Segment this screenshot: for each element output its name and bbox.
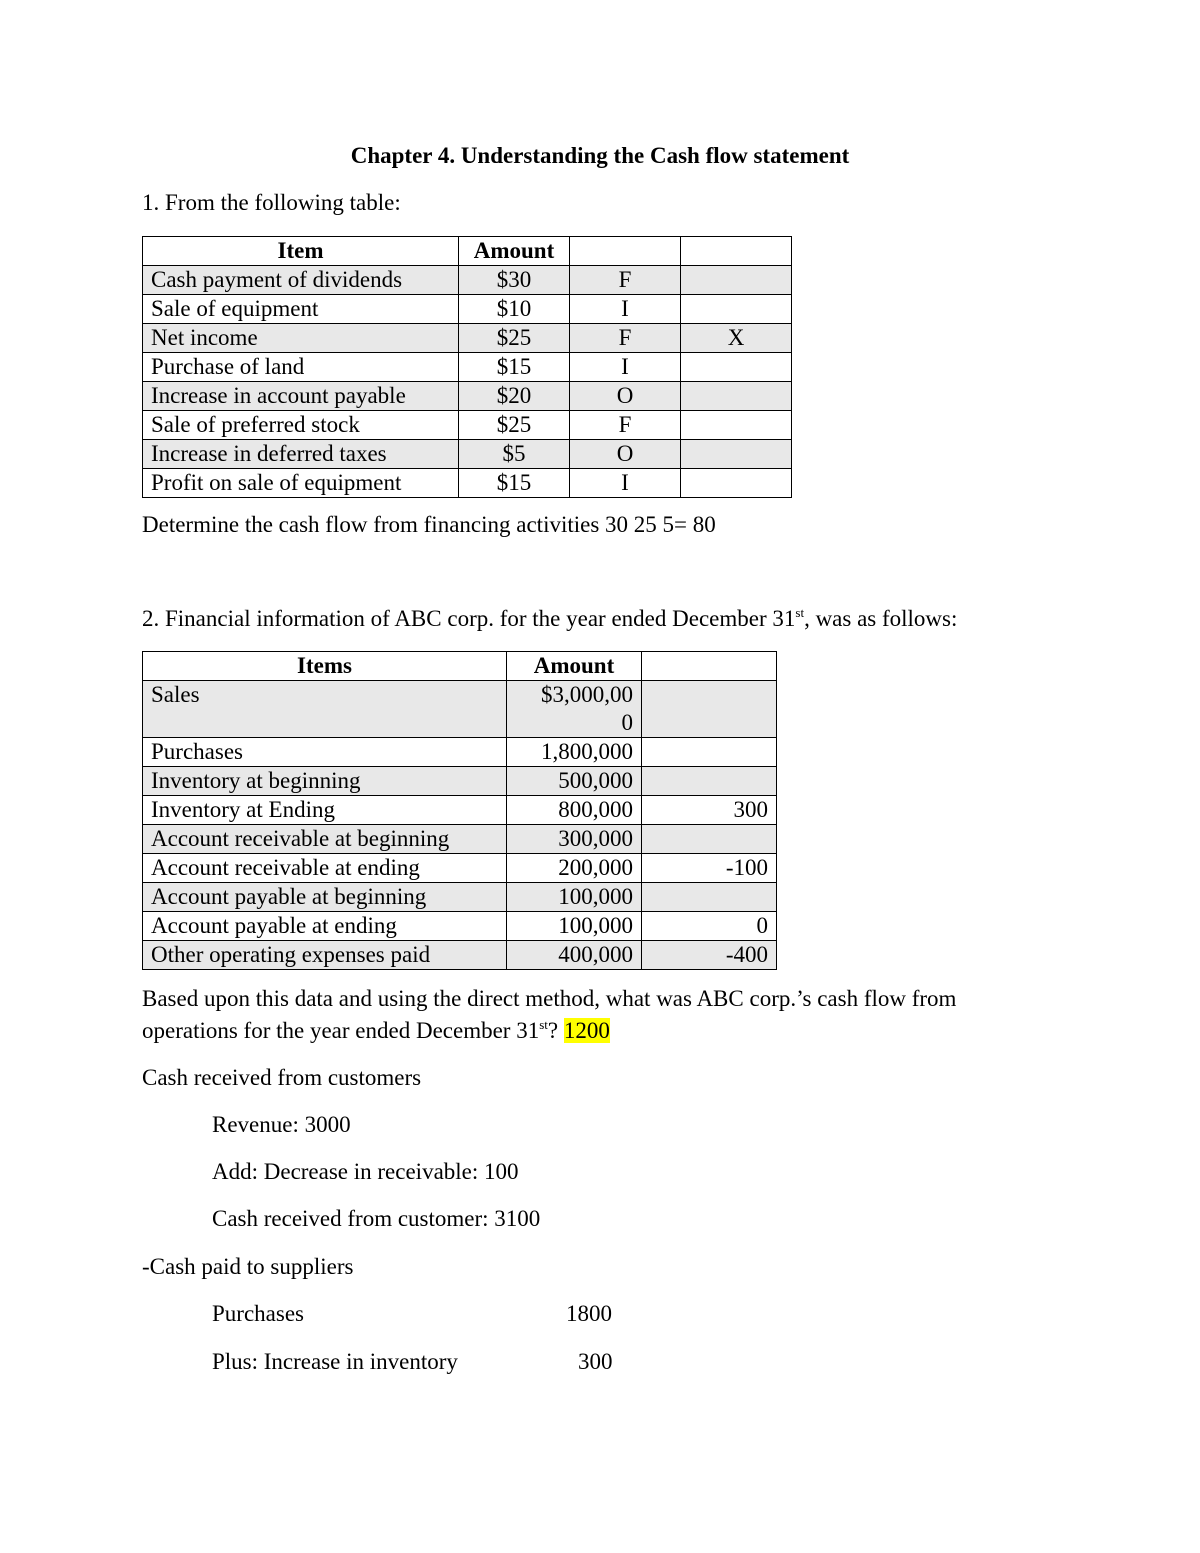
cell-item: Cash payment of dividends [143,266,459,295]
cell-amount: $10 [459,295,570,324]
column-header-notes [642,652,777,681]
table-row [143,440,792,469]
table-row [143,681,777,738]
cell-item: Account payable at ending [143,912,507,941]
cell-amount: $20 [459,382,570,411]
table-row [143,295,792,324]
cell-classification: I [570,353,681,382]
question-1-answer: Determine the cash flow from financing activities 30 25 5= 80 [142,512,716,537]
highlighted-answer: 1200 [563,1018,610,1043]
cell-classification: O [570,382,681,411]
question-2-text-line-1: Based upon this data and using the direct method, what was ABC corp.’s cash flow from [142,986,957,1011]
cell-note: -400 [642,941,777,970]
cell-item: Profit on sale of equipment [143,469,459,498]
cell-item: Account payable at beginning [143,883,507,912]
table-row [143,883,777,912]
column-header-amount: Amount [459,237,570,266]
cell-note: 0 [642,912,777,941]
table-row [143,411,792,440]
question-1-prompt: 1. From the following table: [142,190,401,215]
work-inventory-label: Plus: Increase in inventory [212,1349,458,1374]
table-row [143,912,777,941]
cell-item: Sale of preferred stock [143,411,459,440]
table-row [143,767,777,796]
question-2-text-line-2 [142,1018,610,1044]
column-header-classification [570,237,681,266]
cell-item: Increase in account payable [143,382,459,411]
question-text: operations for the year ended December 31 [142,1018,540,1043]
cell-classification: F [570,266,681,295]
cell-amount: 400,000 [507,941,642,970]
cell-amount: $5 [459,440,570,469]
amount-line-1: $3,000,00 [541,682,633,707]
cash-flow-items-table [142,236,792,498]
prompt-text-end: , was as follows: [804,606,958,631]
table-row [143,854,777,883]
cell-amount: $25 [459,411,570,440]
table-row [143,825,777,854]
cell-item: Account receivable at ending [143,854,507,883]
cell-item: Inventory at beginning [143,767,507,796]
cell-amount [507,681,642,738]
cell-amount: 500,000 [507,767,642,796]
cell-amount: 100,000 [507,883,642,912]
cell-amount: 100,000 [507,912,642,941]
cell-mark [681,440,792,469]
work-heading-customers: Cash received from customers [142,1065,422,1090]
cell-mark [681,469,792,498]
question-2-prompt [142,606,957,632]
table-row [143,796,777,825]
cell-note [642,767,777,796]
cell-amount: $15 [459,353,570,382]
cell-mark [681,382,792,411]
cell-amount: 200,000 [507,854,642,883]
cell-classification: O [570,440,681,469]
work-inventory-value: 300 [578,1349,613,1374]
cell-item: Increase in deferred taxes [143,440,459,469]
cell-classification: F [570,411,681,440]
cell-item: Sale of equipment [143,295,459,324]
table-row [143,941,777,970]
question-superscript: st [539,1017,548,1032]
prompt-text: 2. Financial information of ABC corp. for the year ended December 31 [142,606,796,631]
table-row [143,382,792,411]
work-purchases-value: 1800 [566,1301,612,1326]
work-revenue: Revenue: 3000 [212,1112,351,1137]
table-row [143,266,792,295]
cell-item: Sales [143,681,507,738]
table-row [143,324,792,353]
work-purchases-label: Purchases [212,1301,304,1326]
cell-classification: I [570,469,681,498]
work-cash-received: Cash received from customer: 3100 [212,1206,541,1231]
table-row [143,469,792,498]
column-header-item: Item [143,237,459,266]
cell-amount: 1,800,000 [507,738,642,767]
cell-mark [681,353,792,382]
work-heading-suppliers: -Cash paid to suppliers [142,1254,354,1279]
cell-note [642,681,777,738]
column-header-mark [681,237,792,266]
cell-note [642,825,777,854]
table-row [143,738,777,767]
cell-classification: F [570,324,681,353]
column-header-amount: Amount [507,652,642,681]
cell-note [642,738,777,767]
table-row [143,353,792,382]
cell-amount: $30 [459,266,570,295]
amount-line-2: 0 [621,710,633,735]
cell-amount: 300,000 [507,825,642,854]
cell-classification: I [570,295,681,324]
cell-amount: $15 [459,469,570,498]
question-text-end: ? [547,1018,564,1043]
cell-item: Purchase of land [143,353,459,382]
cell-mark: X [681,324,792,353]
cell-item: Account receivable at beginning [143,825,507,854]
cell-item: Other operating expenses paid [143,941,507,970]
column-header-items: Items [143,652,507,681]
cell-mark [681,411,792,440]
cell-mark [681,295,792,324]
cell-note: 300 [642,796,777,825]
cell-note: -100 [642,854,777,883]
page-title: Chapter 4. Understanding the Cash flow statement [350,143,850,168]
cell-amount: $25 [459,324,570,353]
work-add-receivable: Add: Decrease in receivable: 100 [212,1159,519,1184]
cell-amount: 800,000 [507,796,642,825]
cell-note [642,883,777,912]
financial-info-table [142,651,777,970]
cell-item: Inventory at Ending [143,796,507,825]
cell-mark [681,266,792,295]
cell-item: Net income [143,324,459,353]
cell-item: Purchases [143,738,507,767]
prompt-superscript: st [795,605,805,620]
